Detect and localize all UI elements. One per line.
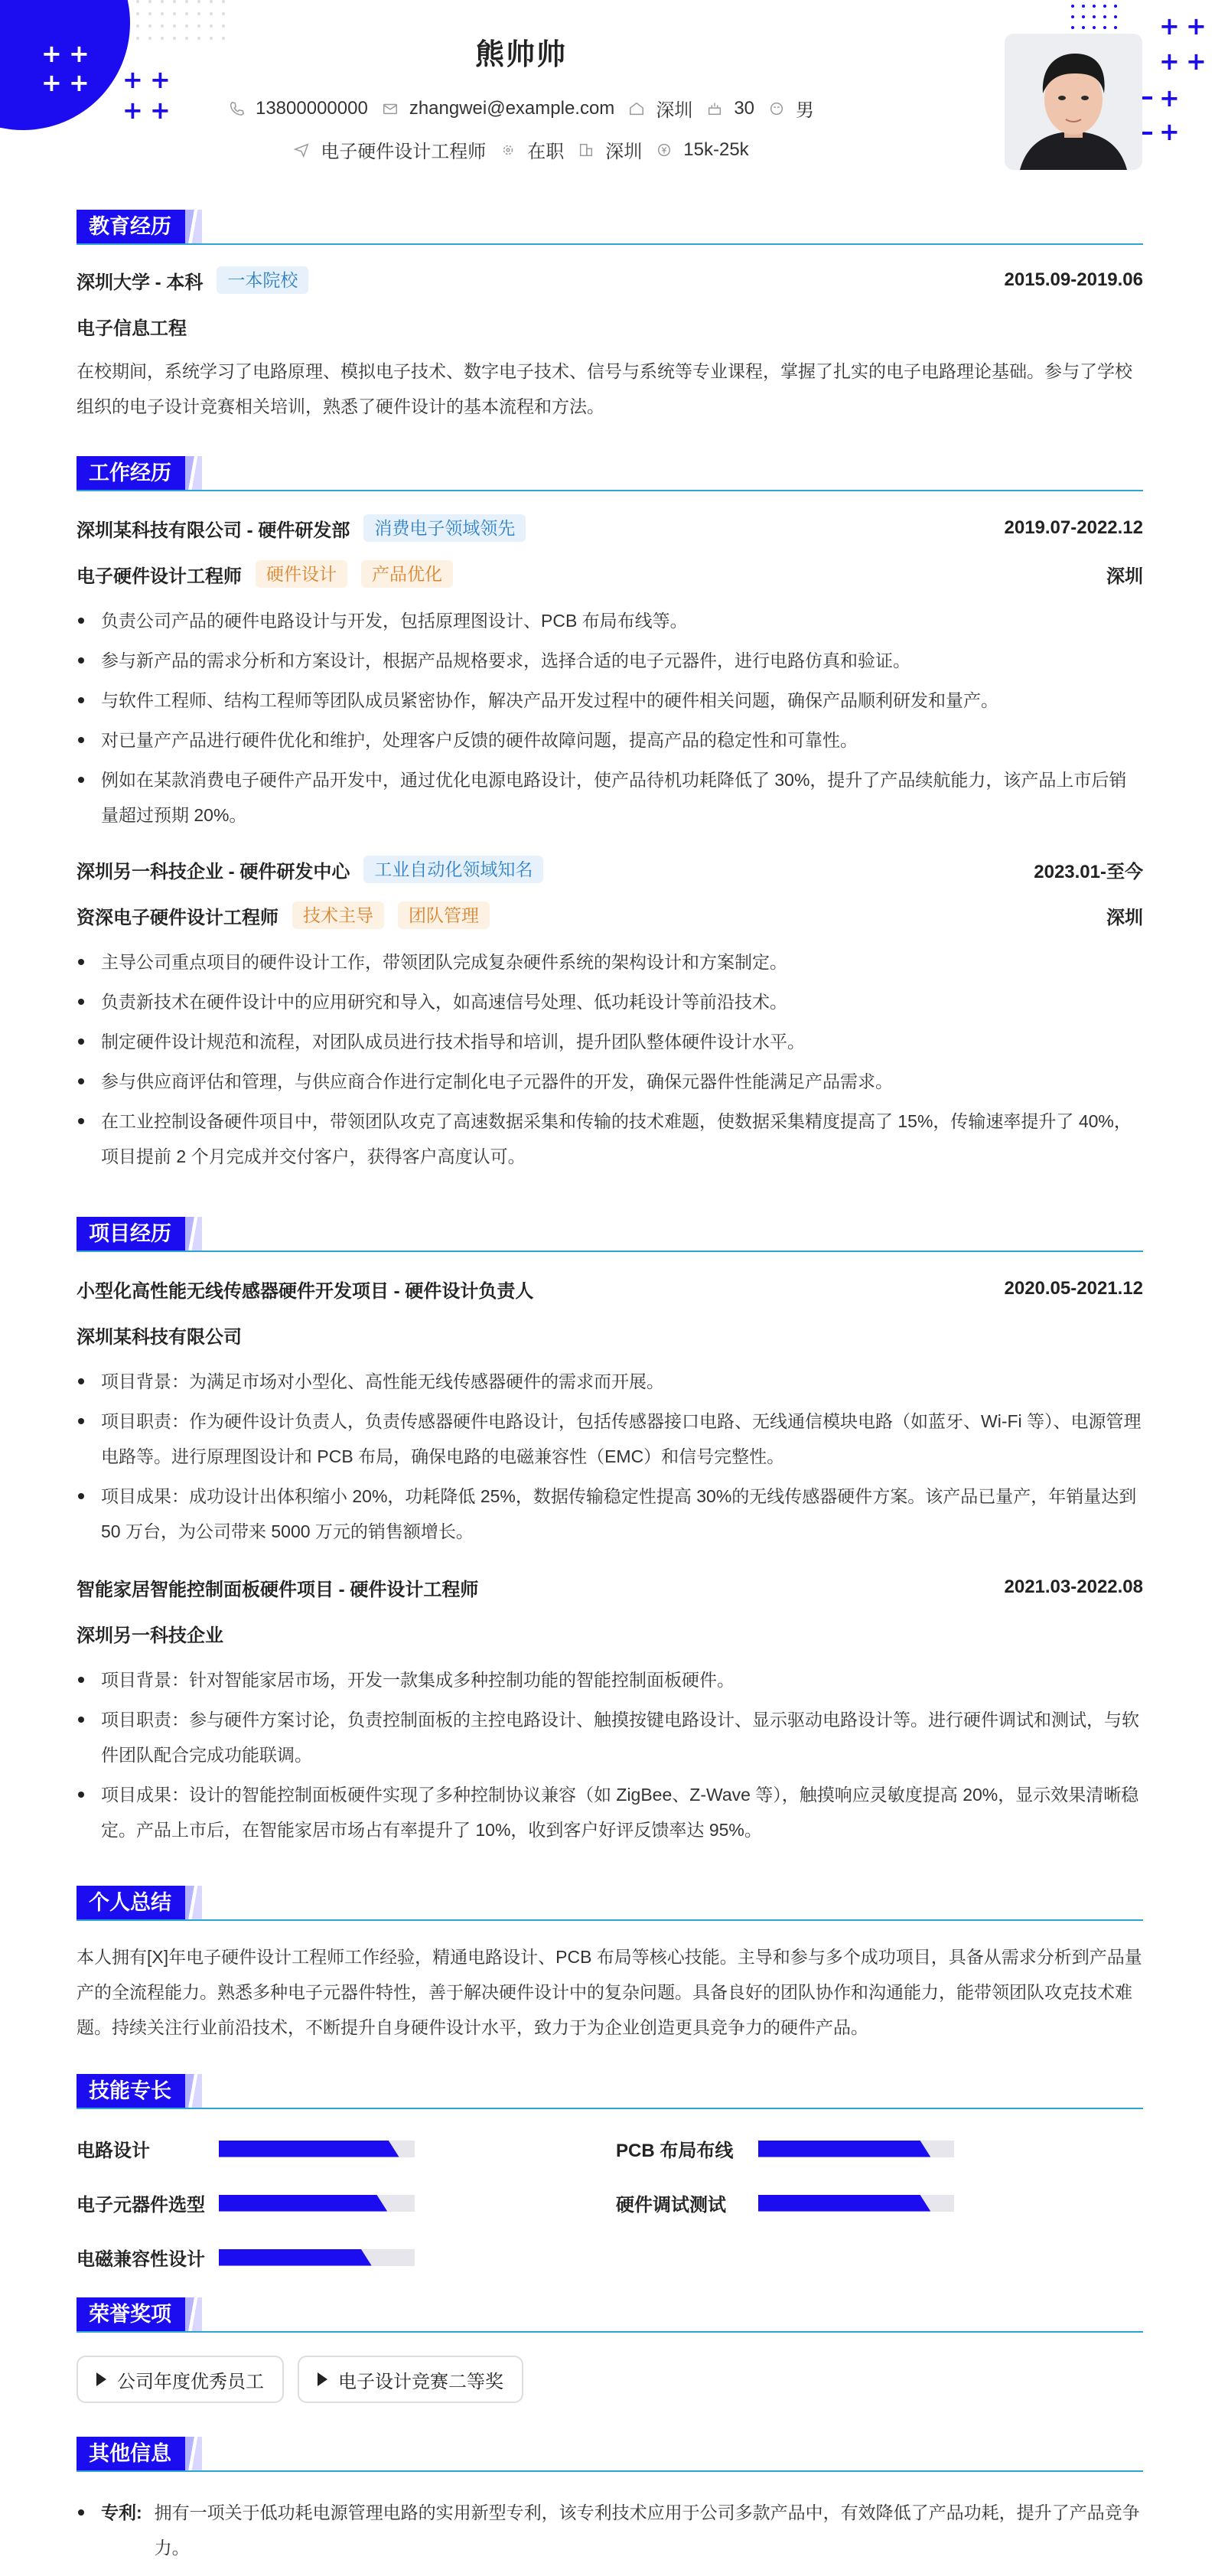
project-company: 深圳另一科技企业 [77,1625,223,1646]
project-name-row [77,1269,1143,1309]
section-title: 个人总结 [77,1886,185,1919]
project-bullets [77,1662,1143,1847]
project-name-row [77,1567,1143,1607]
play-icon [96,2372,106,2386]
job-tag: 产品优化 [361,560,453,588]
age-info [706,98,754,119]
home-icon [628,100,645,117]
section-header [77,211,1143,245]
dot-grid-decoration [1071,5,1117,29]
section-title: 其他信息 [77,2437,185,2470]
plus-icon: + [150,65,171,94]
education-description: 在校期间，系统学习了电路原理、模拟电子技术、数字电子技术、信号与系统等专业课程，掌握了扎实的电子电路理论基础。参与了学校组织的电子设计竞赛相关培训，熟悉了硬件设计的基本流程和方法。 [77,361,1132,416]
job-city: 深圳 [1106,566,1143,587]
gender-text: 男 [796,100,815,121]
summary-section [77,1887,1143,2045]
other-section [77,2438,1143,2565]
company-name: 深圳另一科技企业 - 硬件研发中心 [77,861,350,882]
email-info [382,98,615,119]
company-tag: 工业自动化领域知名 [363,856,543,883]
section-header [77,2299,1143,2333]
avatar [1005,34,1142,170]
gear-icon [500,142,516,158]
job-tag: 团队管理 [398,902,490,929]
project-name: 小型化高性能无线传感器硬件开发项目 - 硬件设计负责人 [77,1280,534,1302]
plus-icon: + [150,96,171,125]
job-title-row [77,554,1143,594]
project-company-row [77,1315,1143,1355]
major: 电子信息工程 [77,318,187,339]
job-date: 2019.07-2022.12 [1004,517,1143,538]
phone-text: 13800000000 [255,97,368,119]
money-icon [656,142,673,158]
skill-item [77,2244,610,2271]
other-key: 专利: [101,2503,142,2522]
plus-icon: + [1186,47,1207,76]
plus-icon: + [41,39,62,68]
project-date: 2020.05-2021.12 [1004,1278,1143,1299]
list-item: 项目职责：参与硬件方案讨论，负责控制面板的主控电路设计、触摸按键电路设计、显示驱动电路设计等。进行硬件调试和测试，与软件团队配合完成功能联调。 [77,1702,1143,1772]
mail-icon [382,100,399,117]
job-company-row [77,508,1143,548]
skill-item [610,2190,1143,2216]
plus-icon: + [1159,83,1180,112]
other-item [77,2495,1143,2565]
section-title: 教育经历 [77,210,185,243]
job-tag: 硬件设计 [256,560,347,588]
skill-name: 硬件调试测试 [616,2195,726,2216]
list-item: 项目背景：为满足市场对小型化、高性能无线传感器硬件的需求而开展。 [77,1364,1143,1399]
school-tag: 一本院校 [217,266,308,294]
project-date: 2021.03-2022.08 [1004,1577,1143,1597]
city-info [628,95,692,122]
list-item: 在工业控制设备硬件项目中，带领团队攻克了高速数据采集和传输的技术难题，使数据采集精度提高了 15%，传输速率提升了 40%，项目提前 2 个月完成并交付客户，获得客户高度认可。 [77,1104,1143,1174]
job-text: 电子硬件设计工程师 [321,142,487,162]
education-date: 2015.09-2019.06 [1004,269,1143,290]
target-city-info [578,136,642,163]
education-section [77,211,1143,424]
awards-section [77,2299,1143,2403]
award-item [298,2356,523,2403]
award-item [77,2356,284,2403]
list-item: 项目背景：针对智能家居市场，开发一款集成多种控制功能的智能控制面板硬件。 [77,1662,1143,1697]
school-name: 深圳大学 - 本科 [77,272,204,293]
plus-icon: + [1159,47,1180,76]
city-text: 深圳 [656,100,693,121]
section-header [77,1218,1143,1252]
job-title-row [77,895,1143,935]
skill-name: 电磁兼容性设计 [77,2249,205,2270]
age-text: 30 [734,97,755,119]
list-item: 负责公司产品的硬件电路设计与开发，包括原理图设计、PCB 布局布线等。 [77,603,1143,638]
list-item: 例如在某款消费电子硬件产品开发中，通过优化电源电路设计，使产品待机功耗降低了 30%，提升了产品续航能力，该产品上市后销量超过预期 20%。 [77,762,1143,833]
list-item: 主导公司重点项目的硬件设计工作，带领团队完成复杂硬件系统的架构设计和方案制定。 [77,944,1143,980]
salary-info [656,139,748,161]
skill-bar-fill [219,2195,387,2212]
plus-icon: + [1159,11,1180,41]
list-item: 参与新产品的需求分析和方案设计，根据产品规格要求，选择合适的电子元器件，进行电路仿真和验证。 [77,643,1143,678]
job-info-row [0,136,1042,163]
list-item: 项目成果：设计的智能控制面板硬件实现了多种控制协议兼容（如 ZigBee、Z-Wave 等），触摸响应灵敏度提高 20%，显示效果清晰稳定。产品上市后，在智能家居市场占有率提升了 10%，收到客户好评反馈率达 95%。 [77,1777,1143,1847]
section-title: 技能专长 [77,2074,185,2108]
skill-name: 电路设计 [77,2141,150,2161]
skills-section [77,2075,1143,2271]
company-name: 深圳某科技有限公司 - 硬件研发部 [77,520,350,541]
job-bullets [77,603,1143,833]
section-header [77,2438,1143,2472]
phone-info [228,98,368,119]
project-bullets [77,1364,1143,1549]
major-row [77,306,1143,346]
skill-bar [219,2141,415,2157]
project-name: 智能家居智能控制面板硬件项目 - 硬件设计工程师 [77,1579,479,1600]
project-company: 深圳某科技有限公司 [77,1326,242,1348]
section-title: 项目经历 [77,1217,185,1251]
skill-bar-fill [219,2141,399,2157]
plus-icon: + [41,68,62,97]
status-info [500,136,564,163]
plus-icon: + [69,39,90,68]
award-name: 电子设计竞赛二等奖 [338,2371,503,2392]
target-city-text: 深圳 [605,142,643,162]
company-tag: 消费电子领域领先 [363,514,526,542]
other-value: 拥有一项关于低功耗电源管理电路的实用新型专利，该专利技术应用于公司多款产品中，有效降低了产品功耗，提升了产品竞争力。 [154,2503,1140,2558]
contact-info-row [0,95,1042,125]
status-text: 在职 [527,142,565,162]
list-item: 项目成果：成功设计出体积缩小 20%，功耗降低 25%，数据传输稳定性提高 30%的无线传感器硬件方案。该产品已量产，年销量达到 50 万台，为公司带来 5000 万元的销售额增长。 [77,1479,1143,1549]
job-tag: 技术主导 [292,902,384,929]
job-city: 深圳 [1106,907,1143,928]
plus-icon: + [69,68,90,97]
section-header [77,2075,1143,2109]
list-item: 参与供应商评估和管理，与供应商合作进行定制化电子元器件的开发，确保元器件性能满足产品需求。 [77,1064,1143,1099]
education-row [77,260,1143,300]
send-icon [293,142,310,158]
list-item: 负责新技术在硬件设计中的应用研究和导入，如高速信号处理、低功耗设计等前沿技术。 [77,984,1143,1019]
award-name: 公司年度优秀员工 [117,2371,264,2392]
skill-bar [219,2249,415,2266]
plus-icon: + [1186,11,1207,41]
section-header [77,1887,1143,1921]
skill-bar [758,2195,954,2212]
skill-item [77,2190,610,2216]
list-item: 项目职责：作为硬件设计负责人，负责传感器硬件电路设计，包括传感器接口电路、无线通信模块电路（如蓝牙、Wi-Fi 等）、电源管理电路等。进行原理图设计和 PCB 布局，确保电路的电磁兼容性（EMC）和信号完整性。 [77,1404,1143,1474]
play-icon [318,2372,327,2386]
job-title: 电子硬件设计工程师 [77,566,242,587]
job-company-row [77,849,1143,889]
email-text: zhangwei@example.com [409,97,615,119]
gender-info [768,95,814,122]
job-info [293,136,486,163]
section-title: 工作经历 [77,456,185,490]
plus-icon: + [122,96,143,125]
project-company-row [77,1613,1143,1653]
section-header [77,458,1143,491]
skills-grid [77,2135,1143,2271]
skill-bar-fill [219,2249,372,2266]
plus-icon: + [122,65,143,94]
job-title: 资深电子硬件设计工程师 [77,907,279,928]
building-icon [578,142,594,158]
skill-bar [758,2141,954,2157]
gender-icon [768,100,785,117]
candidate-name: 熊帅帅 [474,39,567,71]
list-item: 制定硬件设计规范和流程，对团队成员进行技术指导和培训，提升团队整体硬件设计水平。 [77,1024,1143,1059]
skill-name: PCB 布局布线 [616,2141,734,2161]
skill-bar-fill [758,2141,930,2157]
skill-item [610,2135,1143,2162]
list-item: 与软件工程师、结构工程师等团队成员紧密协作，解决产品开发过程中的硬件相关问题，确保产品顺利研发和量产。 [77,683,1143,718]
skill-name: 电子元器件选型 [77,2195,205,2216]
section-title: 荣誉奖项 [77,2297,185,2331]
summary-text: 本人拥有[X]年电子硬件设计工程师工作经验，精通电路设计、PCB 布局等核心技能。主导和参与多个成功项目，具备从需求分析到产品量产的全流程能力。熟悉多种电子元器件特性，善于解决硬件设计中的复杂问题。具备良好的团队协作和沟通能力，能带领团队攻克技术难题。持续关注行业前沿技术，不断提升自身硬件设计水平，致力于为企业创造更具竞争力的硬件产品。 [77,1947,1142,2037]
plus-icon: + [1159,117,1180,146]
salary-text: 15k-25k [683,139,749,160]
skill-bar-fill [758,2195,930,2212]
skill-item [77,2135,610,2162]
cake-icon [706,100,723,117]
phone-icon [228,100,245,117]
project-section [77,1218,1143,1852]
job-date: 2023.01-至今 [1034,861,1143,882]
awards-list [77,2356,1143,2403]
list-item: 对已量产产品进行硬件优化和维护，处理客户反馈的硬件故障问题，提高产品的稳定性和可靠性。 [77,722,1143,758]
skill-bar [219,2195,415,2212]
work-section [77,458,1143,1179]
job-bullets [77,944,1143,1174]
